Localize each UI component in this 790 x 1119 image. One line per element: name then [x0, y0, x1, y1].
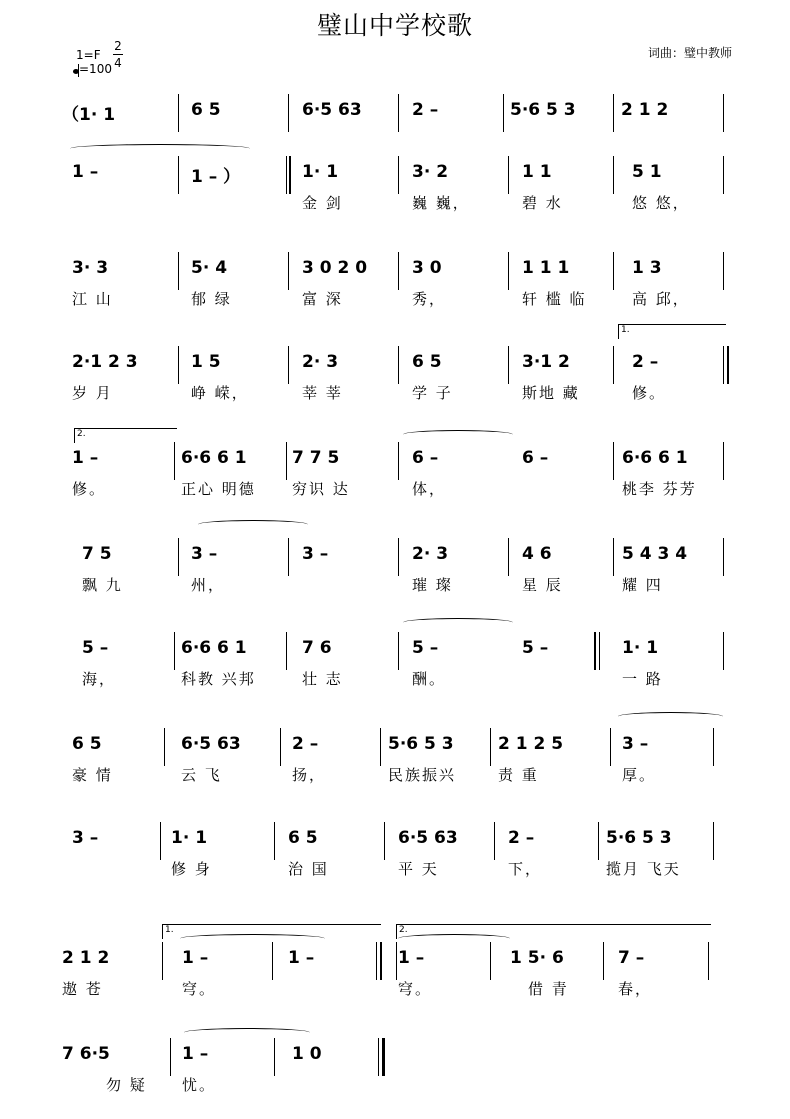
measure: 6 5 — [72, 734, 102, 754]
measure: 6·5 63 — [181, 734, 241, 754]
measure: 1 5 — [191, 352, 221, 372]
lyric: 穷识 达 — [292, 480, 350, 498]
measure: 6 5 — [288, 828, 318, 848]
measure: 6 5 — [412, 352, 442, 372]
measure: 4 6 — [522, 544, 552, 564]
barline — [490, 942, 491, 980]
barline — [723, 94, 724, 132]
barline — [286, 442, 287, 480]
barline — [280, 728, 281, 766]
lyric: 一 路 — [622, 670, 663, 688]
measure: 2 – — [292, 734, 319, 754]
measure: 1 – ） — [191, 167, 241, 187]
measure: 6 – — [522, 448, 549, 468]
measure: 5 1 — [632, 162, 662, 182]
measure: 7 7 5 — [292, 448, 340, 468]
tie — [403, 430, 513, 439]
measure: 1 – — [398, 948, 425, 968]
barline — [494, 822, 495, 860]
measure: 1 – — [72, 162, 99, 182]
measure: 2 – — [412, 100, 439, 120]
lyric: 春， — [618, 980, 653, 998]
tie — [180, 934, 325, 943]
repeat-end-barline — [723, 346, 724, 384]
barline — [613, 94, 614, 132]
repeat-start-barline-thick — [594, 632, 596, 670]
barline — [398, 632, 399, 670]
barline — [398, 252, 399, 290]
lyric: 飘 九 — [82, 576, 123, 594]
measure: 1 0 — [292, 1044, 322, 1064]
lyric: 云 飞 — [181, 766, 222, 784]
measure: 7 5 — [82, 544, 112, 564]
lyric: 修。 — [632, 384, 667, 402]
lyric: 悠 悠， — [632, 194, 690, 212]
lyric: 体， — [412, 480, 447, 498]
measure: 1 1 1 — [522, 258, 570, 278]
barline — [178, 252, 179, 290]
song-title: 璧山中学校歌 — [316, 11, 473, 40]
barline — [398, 94, 399, 132]
measure: 5 – — [82, 638, 109, 658]
lyric: 峥 嵘， — [191, 384, 249, 402]
barline — [286, 632, 287, 670]
lyric: 科教 兴邦 — [181, 670, 256, 688]
measure: 6·6 6 1 — [622, 448, 688, 468]
measure: 1 – — [288, 948, 315, 968]
lyric: 借 青 — [528, 980, 569, 998]
measure: 2 – — [508, 828, 535, 848]
measure: 3·1 2 — [522, 352, 570, 372]
final-barline — [378, 1038, 379, 1076]
lyric: 斯地 藏 — [522, 384, 580, 402]
barline — [288, 252, 289, 290]
barline — [398, 442, 399, 480]
barline — [178, 156, 179, 194]
lyric: 学 子 — [412, 384, 453, 402]
lyric: 莘 莘 — [302, 384, 343, 402]
barline — [174, 442, 175, 480]
barline — [508, 252, 509, 290]
final-barline-thick — [382, 1038, 385, 1076]
lyric: 修。 — [72, 480, 107, 498]
barline — [178, 94, 179, 132]
barline — [380, 728, 381, 766]
measure: 6·5 63 — [398, 828, 458, 848]
lyric: 勿 疑 — [106, 1076, 147, 1094]
tie — [398, 934, 510, 943]
lyric: 扬， — [292, 766, 327, 784]
lyric: 揽月 飞天 — [606, 860, 681, 878]
measure: 2 – — [632, 352, 659, 372]
measure: 7 6·5 — [62, 1044, 110, 1064]
lyric: 桃李 芬芳 — [622, 480, 697, 498]
measure: 1 3 — [632, 258, 662, 278]
repeat-start-barline-thick — [289, 156, 291, 194]
barline — [508, 538, 509, 576]
second-ending-bracket: 2. — [74, 428, 177, 443]
lyric: 星 辰 — [522, 576, 563, 594]
barline — [272, 942, 273, 980]
barline — [384, 822, 385, 860]
tempo-value: =100 — [79, 62, 112, 76]
lyric: 穹。 — [182, 980, 217, 998]
barline — [503, 94, 504, 132]
first-ending-bracket: 1. — [618, 324, 726, 339]
lyric: 轩 槛 临 — [522, 290, 587, 308]
meter-top: 2 — [114, 39, 122, 53]
lyric: 责 重 — [498, 766, 539, 784]
barline — [398, 346, 399, 384]
lyric: 遨 苍 — [62, 980, 103, 998]
barline — [613, 538, 614, 576]
measure: （1· 1 — [62, 105, 116, 125]
barline — [396, 942, 397, 980]
measure: 1· 1 — [302, 162, 339, 182]
measure: 1· 1 — [622, 638, 659, 658]
lyric: 璀 璨 — [412, 576, 453, 594]
barline — [603, 942, 604, 980]
lyric: 碧 水 — [522, 194, 563, 212]
measure: 3· 2 — [412, 162, 449, 182]
barline — [713, 822, 714, 860]
measure: 1 – — [182, 1044, 209, 1064]
barline — [508, 346, 509, 384]
meter-bottom: 4 — [114, 56, 122, 70]
barline — [713, 728, 714, 766]
lyric: 酬。 — [412, 670, 447, 688]
lyric: 忧。 — [182, 1076, 217, 1094]
lyric: 民族振兴 — [388, 766, 457, 784]
slur — [70, 144, 250, 153]
measure: 3 – — [302, 544, 329, 564]
measure: 1 – — [72, 448, 99, 468]
measure: 3 – — [191, 544, 218, 564]
measure: 2· 3 — [302, 352, 339, 372]
measure: 1 1 — [522, 162, 552, 182]
lyric: 州， — [191, 576, 226, 594]
barline — [288, 94, 289, 132]
barline — [708, 942, 709, 980]
barline — [613, 156, 614, 194]
lyric: 平 天 — [398, 860, 439, 878]
lyric: 厚。 — [622, 766, 657, 784]
measure: 7 6 — [302, 638, 332, 658]
measure: 7 – — [618, 948, 645, 968]
measure: 1 – — [182, 948, 209, 968]
time-signature — [113, 38, 123, 71]
measure: 5· 4 — [191, 258, 228, 278]
measure: 6 5 — [191, 100, 221, 120]
lyric: 秀， — [412, 290, 447, 308]
measure: 3· 3 — [72, 258, 109, 278]
measure: 2·1 2 3 — [72, 352, 138, 372]
tempo-marking — [73, 62, 112, 76]
measure: 5·6 5 3 — [606, 828, 672, 848]
measure: 2 1 2 5 — [498, 734, 564, 754]
measure: 1 5· 6 — [510, 948, 564, 968]
lyric: 金 剑 — [302, 194, 343, 212]
lyric: 下， — [508, 860, 543, 878]
measure: 2 1 2 — [621, 100, 669, 120]
barline — [160, 822, 161, 860]
barline — [174, 632, 175, 670]
lyric: 耀 四 — [622, 576, 663, 594]
lyric: 正心 明德 — [181, 480, 256, 498]
barline — [398, 156, 399, 194]
tie — [403, 618, 513, 627]
barline — [723, 538, 724, 576]
lyric: 高 邱， — [632, 290, 690, 308]
key-signature: 1=F — [76, 48, 101, 62]
lyric: 巍 巍， — [412, 194, 470, 212]
barline — [723, 156, 724, 194]
barline — [723, 442, 724, 480]
barline — [723, 632, 724, 670]
barline — [274, 822, 275, 860]
lyric: 富 深 — [302, 290, 343, 308]
lyric: 穹。 — [398, 980, 433, 998]
barline — [613, 252, 614, 290]
measure: 5 4 3 4 — [622, 544, 688, 564]
barline — [274, 1038, 275, 1076]
measure: 3 0 — [412, 258, 442, 278]
measure: 6 – — [412, 448, 439, 468]
barline — [610, 728, 611, 766]
barline — [613, 346, 614, 384]
barline — [170, 1038, 171, 1076]
lyric: 岁 月 — [72, 384, 113, 402]
lyric: 修 身 — [171, 860, 212, 878]
tie — [618, 712, 723, 721]
repeat-end-barline — [376, 942, 377, 980]
repeat-end-barline-thick — [380, 942, 382, 980]
measure: 5 – — [522, 638, 549, 658]
tie — [184, 1028, 310, 1037]
barline — [178, 538, 179, 576]
barline — [162, 942, 163, 980]
barline — [508, 156, 509, 194]
barline — [490, 728, 491, 766]
measure: 2· 3 — [412, 544, 449, 564]
lyric: 治 国 — [288, 860, 329, 878]
second-ending-bracket: 2. — [396, 924, 711, 939]
barline — [164, 728, 165, 766]
barline — [613, 442, 614, 480]
lyric: 豪 情 — [72, 766, 113, 784]
barline — [723, 252, 724, 290]
first-ending-bracket: 1. — [162, 924, 381, 939]
measure: 5 – — [412, 638, 439, 658]
measure: 6·6 6 1 — [181, 638, 247, 658]
measure: 3 – — [72, 828, 99, 848]
repeat-end-barline-thick — [727, 346, 729, 384]
tie — [198, 520, 308, 529]
measure: 6·5 63 — [302, 100, 362, 120]
quarter-note-icon — [73, 62, 79, 76]
measure: 6·6 6 1 — [181, 448, 247, 468]
measure: 1· 1 — [171, 828, 208, 848]
repeat-start-barline — [599, 632, 600, 670]
barline — [288, 538, 289, 576]
lyric: 郁 绿 — [191, 290, 232, 308]
barline — [398, 538, 399, 576]
measure: 5·6 5 3 — [510, 100, 576, 120]
measure: 2 1 2 — [62, 948, 110, 968]
lyric: 海， — [82, 670, 117, 688]
measure: 3 – — [622, 734, 649, 754]
repeat-start-barline — [286, 156, 287, 194]
barline — [178, 346, 179, 384]
measure: 3 0 2 0 — [302, 258, 368, 278]
credits: 词曲：璧中教师 — [647, 46, 732, 60]
lyric: 江 山 — [72, 290, 113, 308]
barline — [598, 822, 599, 860]
barline — [288, 346, 289, 384]
lyric: 壮 志 — [302, 670, 343, 688]
measure: 5·6 5 3 — [388, 734, 454, 754]
